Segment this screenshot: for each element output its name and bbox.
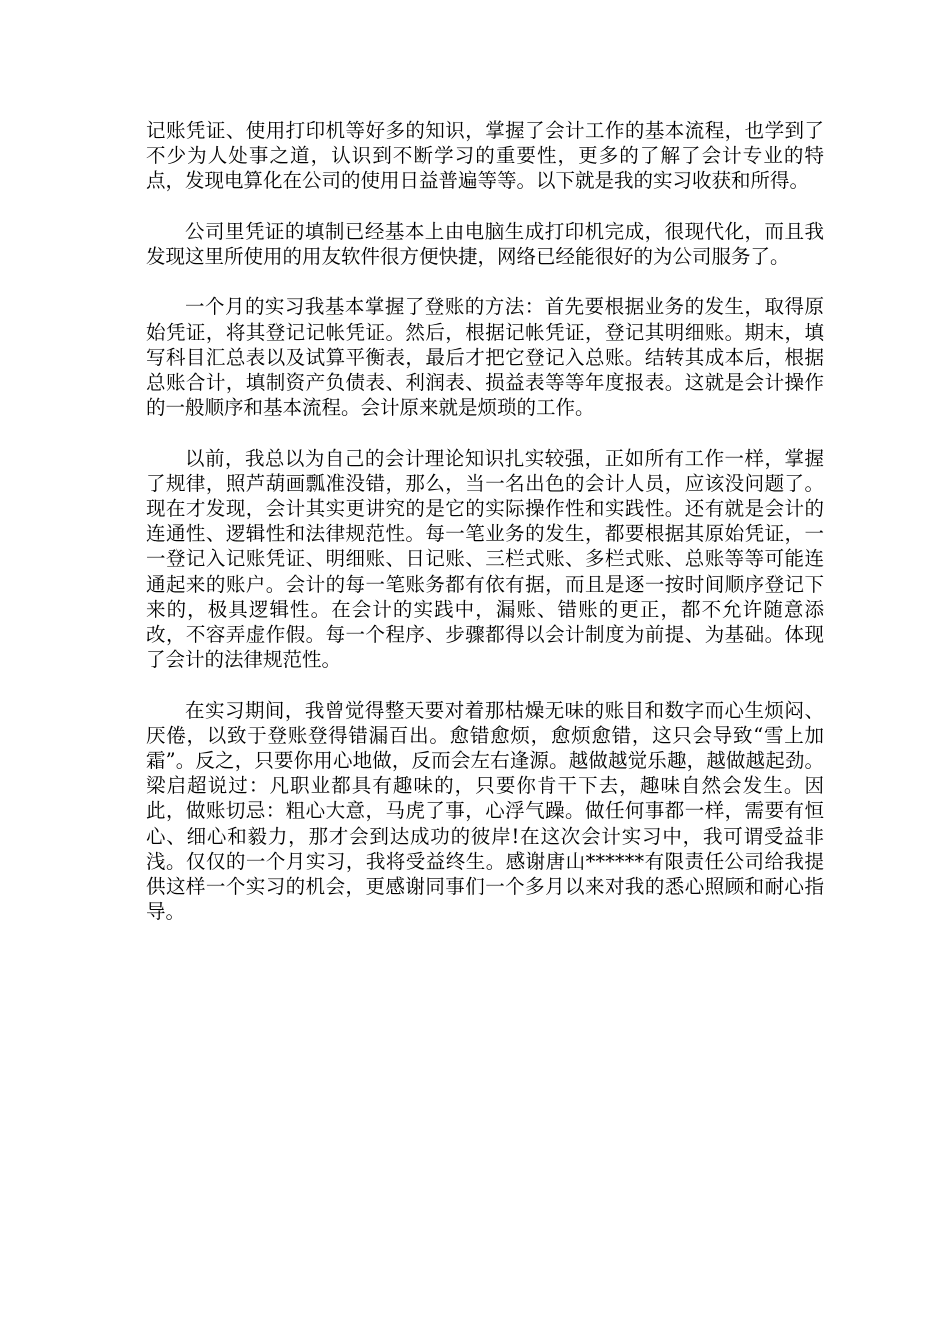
paragraph-3: 一个月的实习我基本掌握了登账的方法：首先要根据业务的发生，取得原始凭证，将其登记记帐凭证。然后，根据记帐凭证，登记其明细账。期末，填写科目汇总表以及试算平衡表，最后才把它登记入总账。结转其成本后，根据总账合计，填制资产负债表、利润表、损益表等等年度报表。这就是会计操作的一般顺序和基本流程。会计原来就是烦琐的工作。 [146,295,824,420]
paragraph-4: 以前，我总以为自己的会计理论知识扎实较强，正如所有工作一样，掌握了规律，照芦葫画瓢准没错，那么，当一名出色的会计人员，应该没问题了。现在才发现，会计其实更讲究的是它的实际操作性和实践性。还有就是会计的连通性、逻辑性和法律规范性。每一笔业务的发生，都要根据其原始凭证，一一登记入记账凭证、明细账、日记账、三栏式账、多栏式账、总账等等可能连通起来的账户。会计的每一笔账务都有依有据，而且是逐一按时间顺序登记下来的，极具逻辑性。在会计的实践中，漏账、错账的更正，都不允许随意添改，不容弄虚作假。每一个程序、步骤都得以会计制度为前提、为基础。体现了会计的法律规范性。 [146,446,824,672]
paragraph-1: 记账凭证、使用打印机等好多的知识，掌握了会计工作的基本流程，也学到了不少为人处事之道，认识到不断学习的重要性，更多的了解了会计专业的特点，发现电算化在公司的使用日益普遍等等。以下就是我的实习收获和所得。 [146,119,824,193]
document-body [146,118,824,924]
paragraph-5: 在实习期间，我曾觉得整天要对着那枯燥无味的账目和数字而心生烦闷、厌倦，以致于登账登得错漏百出。愈错愈烦，愈烦愈错，这只会导致“雪上加霜”。反之，只要你用心地做，反而会左右逢源。越做越觉乐趣，越做越起劲。梁启超说过：凡职业都具有趣味的，只要你肯干下去，趣味自然会发生。因此，做账切忌：粗心大意，马虎了事，心浮气躁。做任何事都一样，需要有恒心、细心和毅力，那才会到达成功的彼岸!在这次会计实习中，我可谓受益非浅。仅仅的一个月实习，我将受益终生。感谢唐山******有限责任公司给我提供这样一个实习的机会，更感谢同事们一个多月以来对我的悉心照顾和耐心指导。 [146,698,824,924]
paragraph-2: 公司里凭证的填制已经基本上由电脑生成打印机完成，很现代化，而且我发现这里所使用的用友软件很方便快捷，网络已经能很好的为公司服务了。 [146,219,824,268]
